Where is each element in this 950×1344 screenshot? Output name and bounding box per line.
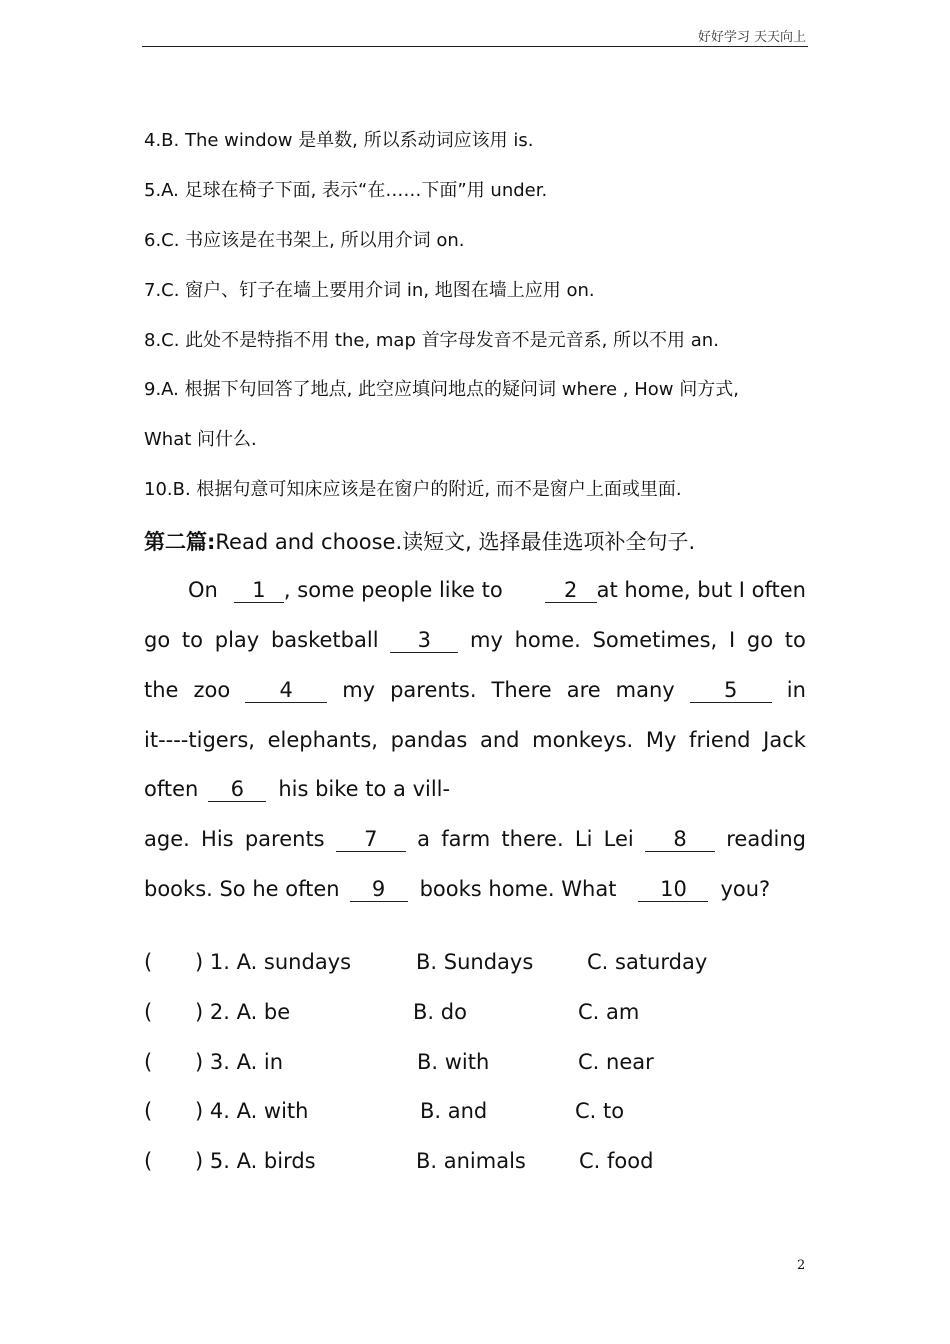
option-3-c: C. near bbox=[578, 1050, 654, 1074]
option-paren: ( bbox=[144, 1099, 153, 1123]
option-3-a: ) 3. A. in bbox=[195, 1050, 284, 1074]
passage-word: go bbox=[144, 628, 171, 652]
passage-word: his bike to a vill- bbox=[278, 777, 451, 801]
passage-line-1 bbox=[144, 576, 806, 604]
passage-line-2 bbox=[144, 626, 806, 654]
answer-8: 8.C. 此处不是特指不用 the, map 首字母发音不是元音系, 所以不用 an. bbox=[144, 330, 719, 351]
passage-word: Jack bbox=[763, 728, 806, 752]
blank-3[interactable]: 3 bbox=[390, 628, 458, 653]
passage-word: are bbox=[566, 678, 601, 702]
blank-1[interactable]: 1 bbox=[234, 578, 284, 603]
blank-6[interactable]: 6 bbox=[208, 777, 266, 802]
passage-word: in bbox=[786, 678, 806, 702]
passage-word: home. bbox=[514, 628, 581, 652]
option-2-b: B. do bbox=[413, 1000, 467, 1024]
passage-word: parents bbox=[244, 827, 325, 851]
passage-line-4 bbox=[144, 726, 806, 754]
option-1-c: C. saturday bbox=[587, 950, 708, 974]
passage-line-7 bbox=[144, 875, 806, 903]
answer-9: 9.A. 根据下句回答了地点, 此空应填问地点的疑问词 where , How 问方式, bbox=[144, 379, 739, 400]
section-instruction: Read and choose.读短文, 选择最佳选项补全句子. bbox=[215, 530, 696, 554]
answer-5: 5.A. 足球在椅子下面, 表示“在……下面”用 under. bbox=[144, 180, 548, 201]
passage-word: On bbox=[188, 578, 218, 602]
passage-word: reading bbox=[726, 827, 806, 851]
passage-word: often bbox=[144, 777, 199, 801]
passage-word: Sometimes, bbox=[592, 628, 718, 652]
passage-word: to bbox=[181, 628, 204, 652]
passage-line-3 bbox=[144, 676, 806, 704]
blank-7[interactable]: 7 bbox=[336, 827, 406, 852]
answer-9-cont: What 问什么. bbox=[144, 429, 257, 450]
page-number: 2 bbox=[797, 1258, 806, 1273]
option-5-b: B. animals bbox=[416, 1149, 526, 1173]
passage-word: friend bbox=[689, 728, 751, 752]
passage-word: at home, but I often bbox=[596, 578, 806, 602]
option-5-c: C. food bbox=[579, 1149, 654, 1173]
passage-word: I bbox=[728, 628, 736, 652]
passage-word: the bbox=[144, 678, 179, 702]
blank-8[interactable]: 8 bbox=[645, 827, 715, 852]
blank-9[interactable]: 9 bbox=[350, 877, 408, 902]
passage-line-6 bbox=[144, 825, 806, 853]
blank-2[interactable]: 2 bbox=[545, 578, 597, 603]
blank-4[interactable]: 4 bbox=[245, 678, 327, 703]
option-1-b: B. Sundays bbox=[416, 950, 534, 974]
passage-word: you? bbox=[720, 877, 771, 901]
option-paren: ( bbox=[144, 1050, 153, 1074]
option-paren: ( bbox=[144, 1149, 153, 1173]
passage-word: it----tigers, bbox=[144, 728, 255, 752]
option-4-c: C. to bbox=[575, 1099, 625, 1123]
option-4-b: B. and bbox=[420, 1099, 488, 1123]
passage-word: zoo bbox=[193, 678, 231, 702]
passage-word: play bbox=[214, 628, 260, 652]
section-label: 第二篇: bbox=[144, 530, 216, 554]
passage-word: my bbox=[342, 678, 376, 702]
option-4-a: ) 4. A. with bbox=[195, 1099, 309, 1123]
blank-10[interactable]: 10 bbox=[638, 877, 708, 902]
passage-word: to bbox=[784, 628, 806, 652]
option-2-a: ) 2. A. be bbox=[195, 1000, 291, 1024]
passage-word: There bbox=[491, 678, 552, 702]
answer-4: 4.B. The window 是单数, 所以系动词应该用 is. bbox=[144, 130, 534, 151]
option-5-a: ) 5. A. birds bbox=[195, 1149, 316, 1173]
passage-word: pandas bbox=[390, 728, 468, 752]
passage-word: many bbox=[615, 678, 675, 702]
passage-word: monkeys. bbox=[532, 728, 634, 752]
passage-word: basketball bbox=[270, 628, 379, 652]
passage-word: there. bbox=[501, 827, 564, 851]
page-header bbox=[142, 24, 808, 47]
passage-word: parents. bbox=[390, 678, 477, 702]
passage-word: My bbox=[645, 728, 677, 752]
option-2-c: C. am bbox=[578, 1000, 640, 1024]
passage-word: and bbox=[479, 728, 520, 752]
answer-6: 6.C. 书应该是在书架上, 所以用介词 on. bbox=[144, 230, 465, 251]
passage-word: farm bbox=[441, 827, 491, 851]
option-3-b: B. with bbox=[417, 1050, 490, 1074]
header-motto: 好好学习 天天向上 bbox=[697, 30, 806, 45]
section-title bbox=[144, 526, 695, 556]
option-paren: ( bbox=[144, 950, 153, 974]
passage-word: a bbox=[417, 827, 430, 851]
passage-word: Li bbox=[574, 827, 593, 851]
passage-word: elephants, bbox=[267, 728, 378, 752]
passage-word: Lei bbox=[603, 827, 634, 851]
answer-7: 7.C. 窗户、钉子在墙上要用介词 in, 地图在墙上应用 on. bbox=[144, 280, 595, 301]
passage-word: books. So he often bbox=[144, 877, 340, 901]
passage-word: His bbox=[201, 827, 234, 851]
option-1-a: ) 1. A. sundays bbox=[195, 950, 352, 974]
passage-word: my bbox=[470, 628, 503, 652]
answer-10: 10.B. 根据句意可知床应该是在窗户的附近, 而不是窗户上面或里面. bbox=[144, 479, 682, 500]
passage-word: , some people like to bbox=[283, 578, 503, 602]
passage-word: go bbox=[746, 628, 774, 652]
passage-word: books home. What bbox=[419, 877, 617, 901]
option-paren: ( bbox=[144, 1000, 153, 1024]
passage-line-5 bbox=[144, 775, 806, 803]
blank-5[interactable]: 5 bbox=[690, 678, 772, 703]
passage-word: age. bbox=[144, 827, 190, 851]
